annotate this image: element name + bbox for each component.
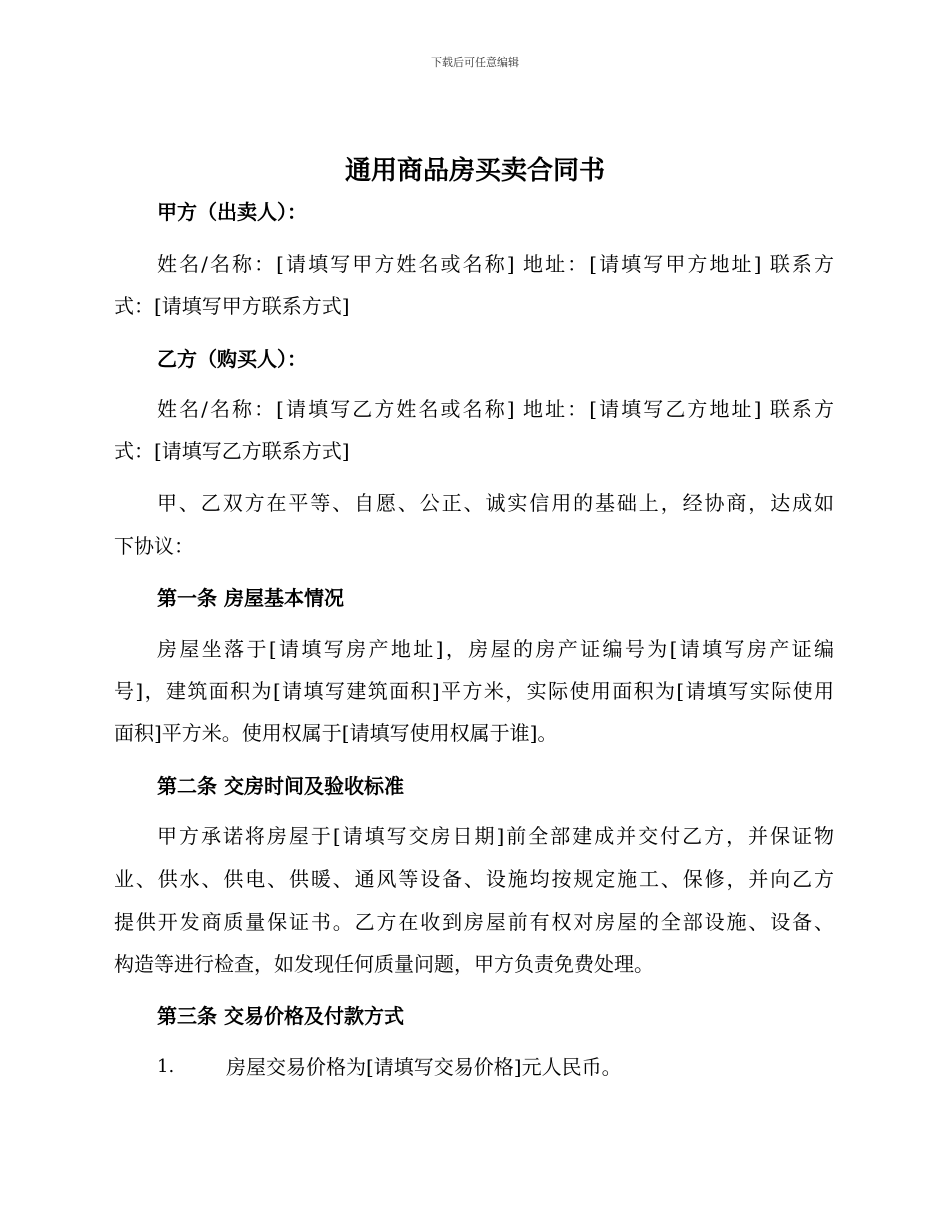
party-b-heading: 乙方（购买人）：	[157, 347, 307, 371]
article-2-heading: 第二条 交房时间及验收标准	[157, 774, 404, 798]
article-2-line-1: 甲方承诺将房屋于[请填写交房日期]前全部建成并交付乙方，并保证物	[157, 824, 834, 848]
article-2-line-3: 提供开发商质量保证书。乙方在收到房屋前有权对房屋的全部设施、设备、	[114, 910, 834, 934]
document-title: 通用商品房买卖合同书	[344, 156, 605, 186]
party-a-heading: 甲方（出卖人）：	[157, 200, 307, 224]
article-2-line-2: 业、供水、供电、供暖、通风等设备、设施均按规定施工、保修，并向乙方	[114, 867, 834, 891]
article-3-heading: 第三条 交易价格及付款方式	[157, 1004, 404, 1028]
party-a-line-1: 姓名/名称：[请填写甲方姓名或名称] 地址：[请填写甲方地址] 联系方	[157, 252, 834, 276]
article-2-line-4: 构造等进行检查，如发现任何质量问题，甲方负责免费处理。	[114, 952, 654, 976]
preamble-line-2: 下协议：	[114, 534, 194, 558]
article-1-line-3: 面积]平方米。使用权属于[请填写使用权属于谁]。	[114, 721, 558, 745]
article-1-line-1: 房屋坐落于[请填写房产地址]，房屋的房产证编号为[请填写房产证编	[157, 637, 834, 661]
item-text: 房屋交易价格为[请填写交易价格]元人民币。	[226, 1055, 622, 1079]
header-note: 下载后可任意编辑	[431, 56, 519, 69]
party-b-line-2: 式：[请填写乙方联系方式]	[114, 439, 350, 463]
article-1-heading: 第一条 房屋基本情况	[157, 586, 344, 610]
preamble-line-1: 甲、乙双方在平等、自愿、公正、诚实信用的基础上，经协商，达成如	[157, 491, 834, 515]
party-b-line-1: 姓名/名称：[请填写乙方姓名或名称] 地址：[请填写乙方地址] 联系方	[157, 397, 834, 421]
article-1-line-2: 号]，建筑面积为[请填写建筑面积]平方米，实际使用面积为[请填写实际使用	[114, 679, 834, 703]
party-a-line-2: 式：[请填写甲方联系方式]	[114, 294, 350, 318]
item-number: 1.	[157, 1056, 175, 1077]
